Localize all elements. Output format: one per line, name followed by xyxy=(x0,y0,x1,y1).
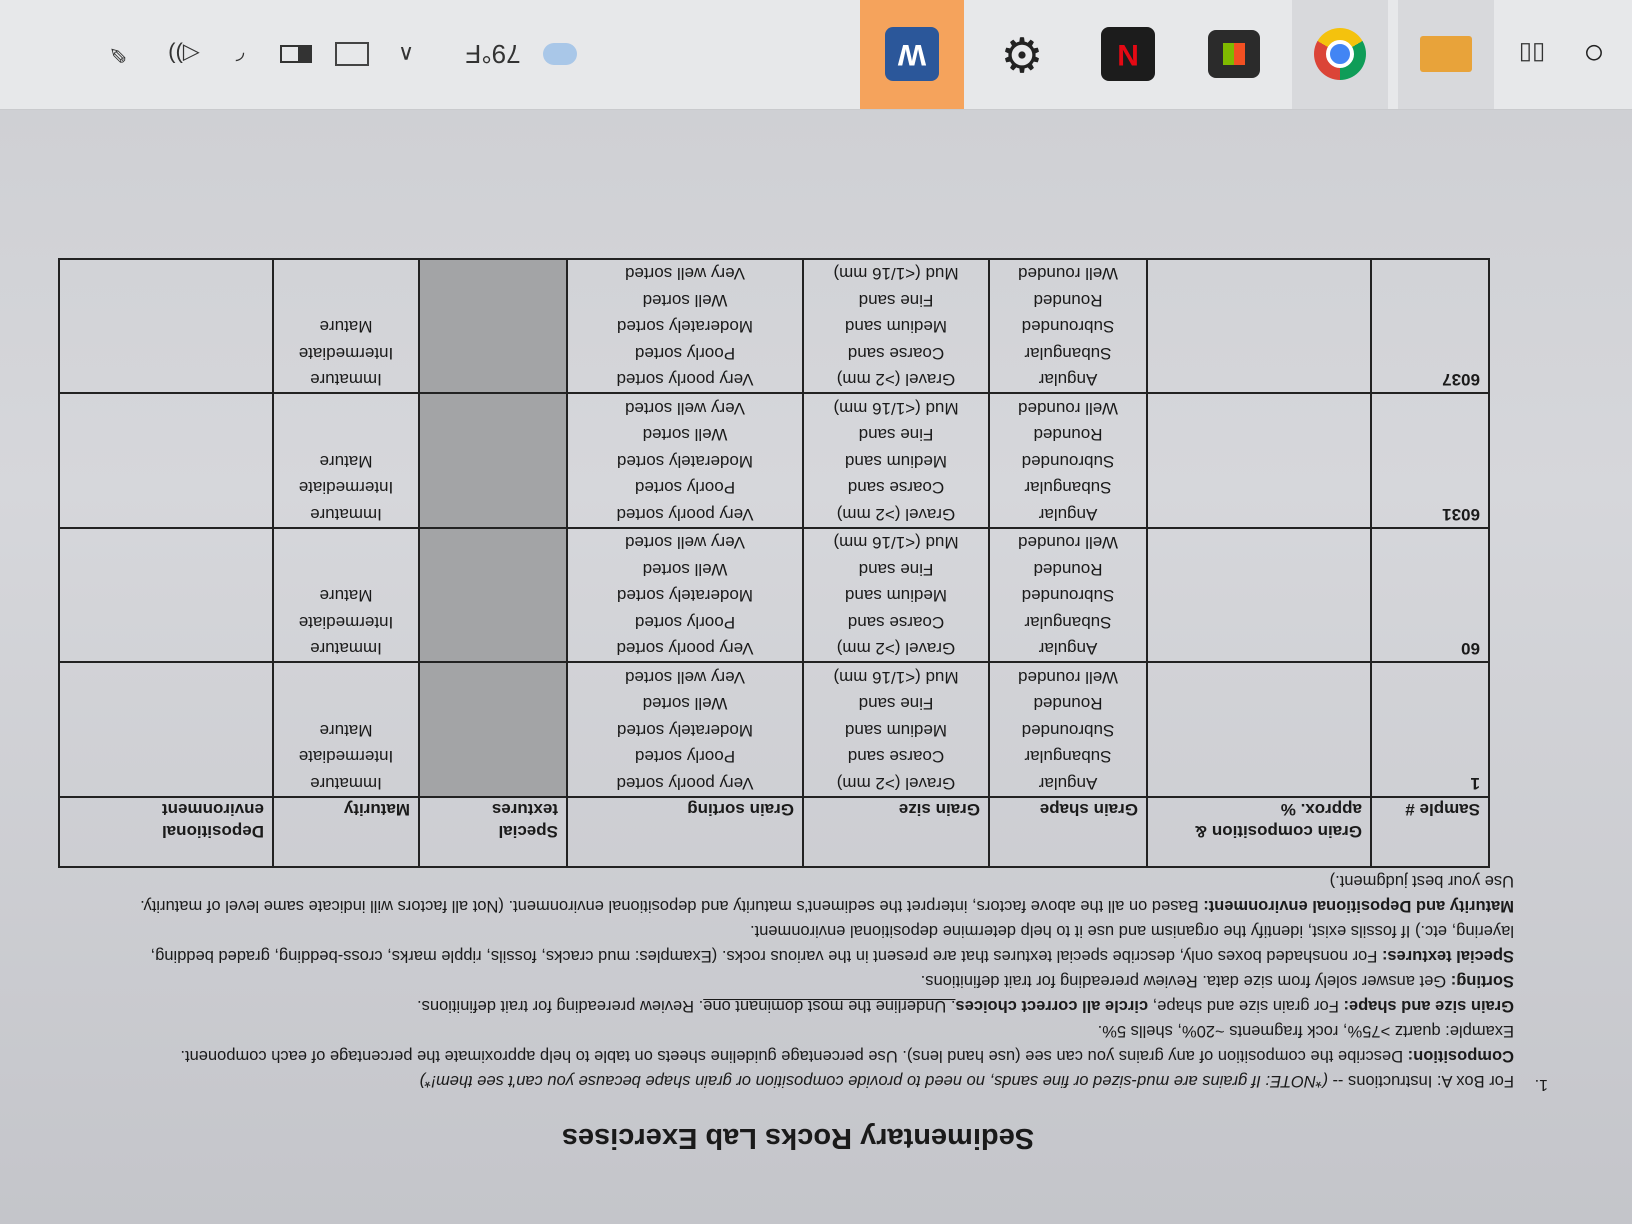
sample-number: 6031 xyxy=(1371,394,1489,529)
grain-sorting-option[interactable]: Very poorly sorted xyxy=(616,639,754,659)
maturity-option[interactable]: Mature xyxy=(319,452,373,471)
maturity-cell[interactable] xyxy=(273,259,419,394)
grain-sorting-option[interactable]: Very well sorted xyxy=(625,399,745,418)
weather-icon[interactable] xyxy=(530,0,590,109)
grain-sorting-option[interactable]: Well sorted xyxy=(642,694,728,714)
grain-bold: circle all correct choices xyxy=(955,997,1149,1015)
cortana-icon: ○ xyxy=(1583,34,1605,75)
grain-size-cell[interactable] xyxy=(803,663,989,798)
pen-icon[interactable]: ✎ xyxy=(108,42,128,67)
header-maturity: Maturity xyxy=(273,797,419,867)
maturity-cell[interactable] xyxy=(273,394,419,529)
header-grain-size: Grain size xyxy=(803,797,989,867)
special-textures-cell xyxy=(419,663,567,798)
maturity-option[interactable]: Mature xyxy=(319,317,373,337)
depositional-environment-cell[interactable] xyxy=(59,394,273,529)
store-button[interactable] xyxy=(1186,0,1282,109)
settings-icon: ⚙ xyxy=(1000,27,1044,80)
header-special-textures: Special textures xyxy=(419,797,567,867)
grain-text-c: . Review prereading for trait definitions. xyxy=(417,997,704,1015)
instructions-line xyxy=(134,1068,1514,1093)
special-label: Special textures: xyxy=(1381,947,1514,965)
grain-sorting-option[interactable]: Poorly sorted xyxy=(634,613,736,632)
grain-shape-option[interactable]: Well rounded xyxy=(1018,533,1118,553)
grain-instruction xyxy=(134,993,1514,1018)
grain-shape-option[interactable]: Rounded xyxy=(1033,560,1103,579)
composition-cell[interactable] xyxy=(1147,259,1371,394)
composition-label: Composition: xyxy=(1407,1047,1514,1065)
grain-size-option[interactable]: Fine sand xyxy=(858,694,934,714)
grain-underline: . Underline the most dominant one xyxy=(703,997,956,1015)
grain-sorting-option[interactable]: Moderately sorted xyxy=(616,586,754,606)
composition-cell[interactable] xyxy=(1147,663,1371,798)
temperature-readout[interactable]: 79°F xyxy=(465,39,521,70)
grain-shape-cell[interactable] xyxy=(989,528,1147,663)
grain-size-option[interactable]: Fine sand xyxy=(858,560,934,579)
grain-shape-option[interactable]: Subangular xyxy=(1024,747,1112,767)
table-row xyxy=(59,394,1489,529)
grain-sorting-option[interactable]: Very poorly sorted xyxy=(616,774,754,793)
grain-shape-option[interactable]: Subrounded xyxy=(1021,452,1115,471)
volume-icon[interactable]: ◁)) xyxy=(168,42,200,67)
grain-size-option[interactable]: Mud (<1/16 mm) xyxy=(833,533,959,553)
grain-shape-option[interactable]: Subrounded xyxy=(1021,721,1115,740)
composition-instruction xyxy=(134,1018,1514,1068)
grain-sorting-option[interactable]: Very well sorted xyxy=(625,533,745,553)
grain-size-option[interactable]: Medium sand xyxy=(844,317,948,337)
special-textures-cell xyxy=(419,394,567,529)
grain-size-cell[interactable] xyxy=(803,394,989,529)
grain-shape-option[interactable]: Angular xyxy=(1038,505,1098,524)
special-textures-cell xyxy=(419,259,567,394)
grain-size-option[interactable]: Gravel (>2 mm) xyxy=(836,370,956,390)
special-textures-cell xyxy=(419,528,567,663)
grain-shape-option[interactable]: Subangular xyxy=(1024,478,1112,498)
maturity-option[interactable]: Immature xyxy=(310,639,382,659)
instructions-note: (*NOTE: If grains are mud-sized or fine sands, no need to provide composition or grain shape because you can't see them!*) xyxy=(419,1072,1328,1090)
composition-cell[interactable] xyxy=(1147,528,1371,663)
sorting-label: Sorting: xyxy=(1450,972,1514,990)
grain-sorting-option[interactable]: Very poorly sorted xyxy=(616,370,754,390)
grain-size-option[interactable]: Gravel (>2 mm) xyxy=(836,639,956,659)
grain-size-option[interactable]: Mud (<1/16 mm) xyxy=(833,264,959,284)
taskbar xyxy=(0,0,1632,110)
grain-sorting-cell[interactable] xyxy=(567,663,803,798)
grain-sorting-option[interactable]: Poorly sorted xyxy=(634,478,736,498)
grain-sorting-option[interactable]: Moderately sorted xyxy=(616,721,754,740)
header-grain-shape: Grain shape xyxy=(989,797,1147,867)
maturity-option[interactable]: Mature xyxy=(319,586,373,606)
maturity-option[interactable]: Immature xyxy=(310,505,382,524)
document-page xyxy=(48,258,1548,1154)
grain-size-option[interactable]: Coarse sand xyxy=(847,344,945,363)
chevron-up-icon[interactable]: ∧ xyxy=(397,42,415,67)
header-sample: Sample # xyxy=(1371,797,1489,867)
file-explorer-icon xyxy=(1420,36,1472,72)
maturity-option[interactable]: Immature xyxy=(310,370,382,390)
depositional-environment-cell[interactable] xyxy=(59,528,273,663)
page-title: Sedimentary Rocks Lab Exercises xyxy=(561,1122,1035,1154)
grain-size-option[interactable]: Medium sand xyxy=(844,586,948,606)
grain-size-option[interactable]: Fine sand xyxy=(858,425,934,445)
sample-number: 60 xyxy=(1371,528,1489,663)
grain-size-option[interactable]: Fine sand xyxy=(858,291,934,310)
grain-shape-cell[interactable] xyxy=(989,663,1147,798)
grain-sorting-option[interactable]: Very well sorted xyxy=(625,264,745,284)
maturity-cell[interactable] xyxy=(273,528,419,663)
grain-sorting-option[interactable]: Poorly sorted xyxy=(634,747,736,767)
grain-sorting-option[interactable]: Well sorted xyxy=(642,291,728,310)
table-row xyxy=(59,528,1489,663)
maturity-option[interactable]: Intermediate xyxy=(298,613,394,632)
grain-sorting-option[interactable]: Moderately sorted xyxy=(616,452,754,471)
chrome-icon xyxy=(1314,28,1366,80)
battery-icon[interactable] xyxy=(274,0,318,109)
depositional-environment-cell[interactable] xyxy=(59,663,273,798)
grain-size-option[interactable]: Mud (<1/16 mm) xyxy=(833,399,959,418)
grain-shape-option[interactable]: Subangular xyxy=(1024,344,1112,363)
grain-size-option[interactable]: Coarse sand xyxy=(847,747,945,767)
table-row xyxy=(59,259,1489,394)
grain-sorting-cell[interactable] xyxy=(567,259,803,394)
grain-size-cell[interactable] xyxy=(803,259,989,394)
grain-shape-option[interactable]: Subangular xyxy=(1024,613,1112,632)
grain-shape-option[interactable]: Subrounded xyxy=(1021,586,1115,606)
grain-shape-option[interactable]: Angular xyxy=(1038,639,1098,659)
word-icon: W xyxy=(885,27,939,81)
sorting-instruction xyxy=(134,968,1514,993)
grain-sorting-option[interactable]: Very poorly sorted xyxy=(616,505,754,524)
netflix-icon: N xyxy=(1101,27,1155,81)
maturity-option[interactable]: Mature xyxy=(319,721,373,740)
composition-cell[interactable] xyxy=(1147,394,1371,529)
keyboard-icon[interactable] xyxy=(330,0,374,109)
grain-sorting-option[interactable]: Poorly sorted xyxy=(634,344,736,363)
special-instruction xyxy=(134,918,1514,968)
task-view-icon: ▯▯ xyxy=(1518,40,1546,68)
grain-shape-option[interactable]: Well rounded xyxy=(1018,399,1118,418)
grain-shape-cell[interactable] xyxy=(989,259,1147,394)
chrome-button[interactable] xyxy=(1292,0,1388,109)
maturity-option[interactable]: Intermediate xyxy=(298,478,394,498)
grain-sorting-option[interactable]: Moderately sorted xyxy=(616,317,754,337)
grain-sorting-option[interactable]: Well sorted xyxy=(642,560,728,579)
maturity-cell[interactable] xyxy=(273,663,419,798)
grain-sorting-cell[interactable] xyxy=(567,394,803,529)
grain-text-a: For grain size and shape, xyxy=(1148,997,1344,1015)
grain-label: Grain size and shape: xyxy=(1343,997,1514,1015)
grain-shape-option[interactable]: Subrounded xyxy=(1021,317,1115,337)
grain-shape-option[interactable]: Well rounded xyxy=(1018,264,1118,284)
grain-size-cell[interactable] xyxy=(803,528,989,663)
table-row xyxy=(59,663,1489,798)
grain-shape-option[interactable]: Angular xyxy=(1038,370,1098,390)
header-grain-sorting: Grain sorting xyxy=(567,797,803,867)
file-explorer-button[interactable] xyxy=(1398,0,1494,109)
composition-text: Describe the composition of any grains you can see (use hand lens). Use percentage guideline sheets on table to help approximate the percentage of each component. Example: quartz >75%, rock fragments ~20%, shells 5%. xyxy=(180,1022,1514,1065)
task-view-button[interactable] xyxy=(1504,0,1560,109)
settings-button[interactable] xyxy=(974,0,1070,109)
grain-shape-option[interactable]: Well rounded xyxy=(1018,668,1118,687)
item-number: 1. xyxy=(1534,1076,1548,1093)
depositional-environment-cell[interactable] xyxy=(59,259,273,394)
sorting-text: Get answer solely from size data. Review prereading for trait definitions. xyxy=(920,972,1451,990)
grain-shape-cell[interactable] xyxy=(989,394,1147,529)
instructions-prefix: For Box A: Instructions -- xyxy=(1327,1072,1514,1090)
grain-sorting-option[interactable]: Well sorted xyxy=(642,425,728,445)
header-depositional-environment: Depositional environment xyxy=(59,797,273,867)
store-icon xyxy=(1208,30,1260,78)
grain-size-option[interactable]: Medium sand xyxy=(844,452,948,471)
grain-size-option[interactable]: Mud (<1/16 mm) xyxy=(833,668,959,687)
grain-shape-option[interactable]: Rounded xyxy=(1033,425,1103,445)
sample-number: 1 xyxy=(1371,663,1489,798)
special-text: For nonshaded boxes only, describe special textures that are present in the various rocks. (Examples: mud cracks, fossils, ripple marks, cross-bedding, graded bedding, layering, etc.) If fossils exist, identify the organism and use it to help determine depositional environment. xyxy=(150,922,1514,965)
grain-sorting-option[interactable]: Very well sorted xyxy=(625,668,745,687)
grain-size-option[interactable]: Gravel (>2 mm) xyxy=(836,505,956,524)
grain-shape-option[interactable]: Angular xyxy=(1038,774,1098,793)
grain-sorting-cell[interactable] xyxy=(567,528,803,663)
header-composition: Grain composition & approx. % xyxy=(1147,797,1371,867)
wifi-icon[interactable]: ◜ xyxy=(235,42,245,67)
maturity-option[interactable]: Intermediate xyxy=(298,747,394,767)
sample-number: 6037 xyxy=(1371,259,1489,394)
table-header-row xyxy=(59,797,1489,867)
cortana-button[interactable] xyxy=(1566,0,1622,109)
grain-shape-option[interactable]: Rounded xyxy=(1033,694,1103,714)
maturity-option[interactable]: Immature xyxy=(310,774,382,793)
grain-size-option[interactable]: Coarse sand xyxy=(847,613,945,632)
grain-size-option[interactable]: Coarse sand xyxy=(847,478,945,498)
maturity-option[interactable]: Intermediate xyxy=(298,344,394,363)
grain-size-option[interactable]: Gravel (>2 mm) xyxy=(836,774,956,793)
maturity-instruction xyxy=(134,868,1514,918)
netflix-button[interactable] xyxy=(1080,0,1176,109)
maturity-label: Maturity and Depositional environment: xyxy=(1203,897,1514,915)
sample-table xyxy=(58,258,1490,868)
maturity-text: Based on all the above factors, interpret the sediment's maturity and depositional environment. (Not all factors will indicate same level of maturity. Use your best judgment.) xyxy=(140,872,1514,915)
grain-size-option[interactable]: Medium sand xyxy=(844,721,948,740)
word-button[interactable] xyxy=(860,0,964,109)
grain-shape-option[interactable]: Rounded xyxy=(1033,291,1103,310)
